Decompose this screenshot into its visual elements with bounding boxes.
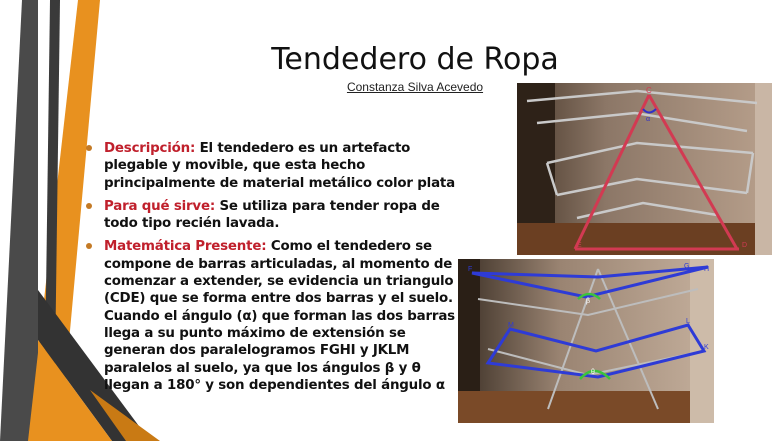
point-g-label: G: [684, 263, 690, 270]
beta-angle-label: β: [586, 298, 591, 305]
point-h-label: H: [704, 266, 710, 273]
bullet-text: Se utiliza para tender ropa de todo tipo recién lavada.: [104, 198, 440, 232]
bullet-description: [86, 140, 458, 192]
point-m-label: M: [508, 322, 514, 329]
bullet-text: El tendedero es un artefacto plegable y movible, que esta hecho principalmente de material metálico color plata: [104, 141, 455, 191]
point-l-label: L: [686, 318, 690, 325]
bullet-label: Para qué sirve:: [104, 198, 215, 214]
stripe-dark-left: [0, 0, 38, 441]
bullet-dot-icon: [86, 203, 92, 209]
alpha-angle-label: α: [646, 116, 651, 123]
slide-title: Tendedero de Ropa: [271, 42, 559, 77]
bullet-text: Como el tendedero se compone de barras articuladas, al momento de comenzar a extender, se evidencia un triangulo (CDE) que se forma entre dos barras y el suelo. Cuando el ángulo (α) que forman las dos barras llega a su punto máximo de extensión se generan dos paralelogramos FGHI y JKLM paralelos al suelo, ya que los ángulos β y θ llegan a 180° y son dependientes del ángulo α: [104, 239, 455, 393]
drying-rack-photo-parallelograms: [458, 259, 714, 423]
point-d-label: D: [742, 242, 748, 249]
bullet-dot-icon: [86, 145, 92, 151]
point-c-label: C: [646, 86, 652, 95]
bullet-list: [86, 140, 458, 400]
author-link[interactable]: Constanza Silva Acevedo: [346, 80, 484, 94]
bullet-math: [86, 238, 458, 394]
bullet-label: Matemática Presente:: [104, 239, 267, 255]
theta-angle-label: θ: [591, 369, 595, 376]
bullet-purpose: [86, 198, 458, 233]
drying-rack-photo-triangle: [517, 83, 772, 255]
point-k-label: K: [704, 344, 709, 351]
point-f-label: F: [468, 266, 473, 273]
bullet-dot-icon: [86, 243, 92, 249]
bullet-label: Descripción:: [104, 141, 196, 156]
point-e-label: E: [577, 242, 582, 249]
